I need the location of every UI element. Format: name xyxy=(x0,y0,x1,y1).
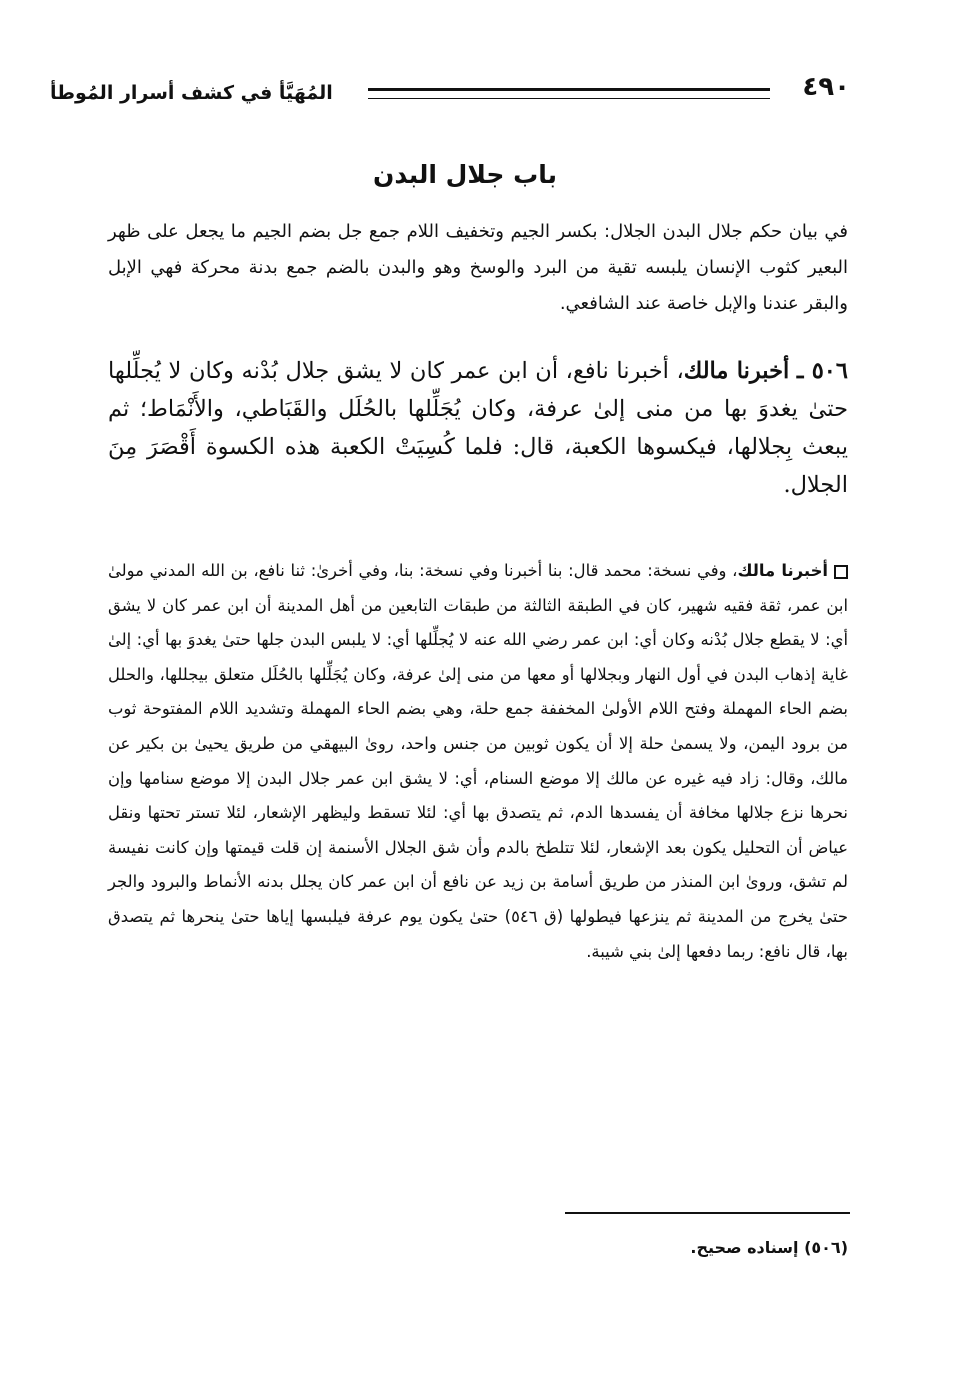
running-title: المُهَيَّأ في كشف أسرار المُوطأ xyxy=(50,82,333,104)
chapter-title: باب جلال البدن xyxy=(373,160,557,189)
commentary-lead: أخبرنا مالك xyxy=(737,561,829,580)
commentary-text: ، وفي نسخة: محمد قال: بنا أخبرنا وفي نسخة: بنا، وفي أخرىٰ: ثنا نافع، بن الله المدني مولىٰ ابن عمر، ثقة فقيه شهير، كان في الطبقة الثالثة من طبقات التابعين من أهل المدينة أن ابن عمر كان لا يشق أي: لا يقطع جلال بُدْنه وكان أي: ابن عمر رضي الله عنه لا يُجلِّلها أي: لا يلبس البدن جلها حتىٰ يغدوَ بها أي: إلىٰ غاية إذهاب البدن في أول النهار وبجلالها أو معها من منى إلىٰ عرفة، وكان يُجَلِّلها بالحُلَل متعلق بيجللها، والحلل بضم الحاء المهملة وفتح اللام الأولىٰ المخففة جمع حلة، وهي بضم الحاء المهملة وتشديد اللام المفتوحة ثوب من برود اليمن، ولا يسمىٰ حلة إلا أن يكون ثوبين من جنس واحد، روىٰ البيهقي من طريق يحيىٰ بن بكير عن مالك، وقال: زاد فيه غيره عن مالك إلا موضع السنام، أي: لا يشق ابن عمر جلال البدن إلا موضع سنامها وإن نحرها نزع جلالها مخافة أن يفسدها الدم، ثم يتصدق بها أي: لئلا تسقط وليظهر الإشعار، لئلا تستر تحتها ونقل عياض أن التحليل يكون بعد الإشعار، لئلا تتلطخ بالدم وأن شق الجلال الأسنمة إن قلت قيمتها وإن كانت نفيسة لم تشق، وروىٰ ابن المنذر من طريق أسامة بن زيد عن نافع أن ابن عمر كان يجلل بدنه الأنماط والبرود والجر حتىٰ يخرج من المدينة ثم ينزعها فيطولها (ق ٥٤٦) حتىٰ يكون يوم عرفة فيلبسها إياها حتىٰ ينحرها ثم يتصدق بها، قال نافع: ربما دفعها إلىٰ بني شيبة. xyxy=(108,561,848,961)
commentary-paragraph xyxy=(108,554,848,969)
square-marker-icon xyxy=(834,565,848,579)
running-header xyxy=(50,72,850,112)
intro-paragraph: في بيان حكم جلال البدن الجلال: بكسر الجيم وتخفيف اللام جمع جل بضم الجيم ما يجعل على ظهر البعير كثوب الإنسان يلبسه تقية من البرد والوسخ وهو والبدن بالضم جمع بدنة محركة فهي الإبل والبقر عندنا والإبل خاصة عند الشافعي. xyxy=(108,221,848,314)
hadith-narrator-lead: أخبرنا مالك xyxy=(683,358,790,384)
footnote-separator xyxy=(565,1212,850,1214)
hadith-text: ، أخبرنا نافع، أن ابن عمر كان لا يشق جلال بُدْنه وكان لا يُجلِّلها حتىٰ يغدوَ بها من منى إلىٰ عرفة، وكان يُجَلِّلها بالحُلَل والقَبَاطي، والأَنْمَاط؛ ثم يبعث بِجلالها، فيكسوها الكعبة، قال: فلما كُسِيَتْ الكعبة هذه الكسوة أَقْصَرَ مِنَ الجلال. xyxy=(108,358,848,498)
hadith-number: ٥٠٦ ـ xyxy=(796,358,848,384)
hadith-paragraph xyxy=(108,352,848,504)
header-rule xyxy=(368,88,770,99)
page-number: ٤٩٠ xyxy=(802,72,850,102)
footnote: (٥٠٦) إسناده صحيح. xyxy=(690,1238,848,1257)
